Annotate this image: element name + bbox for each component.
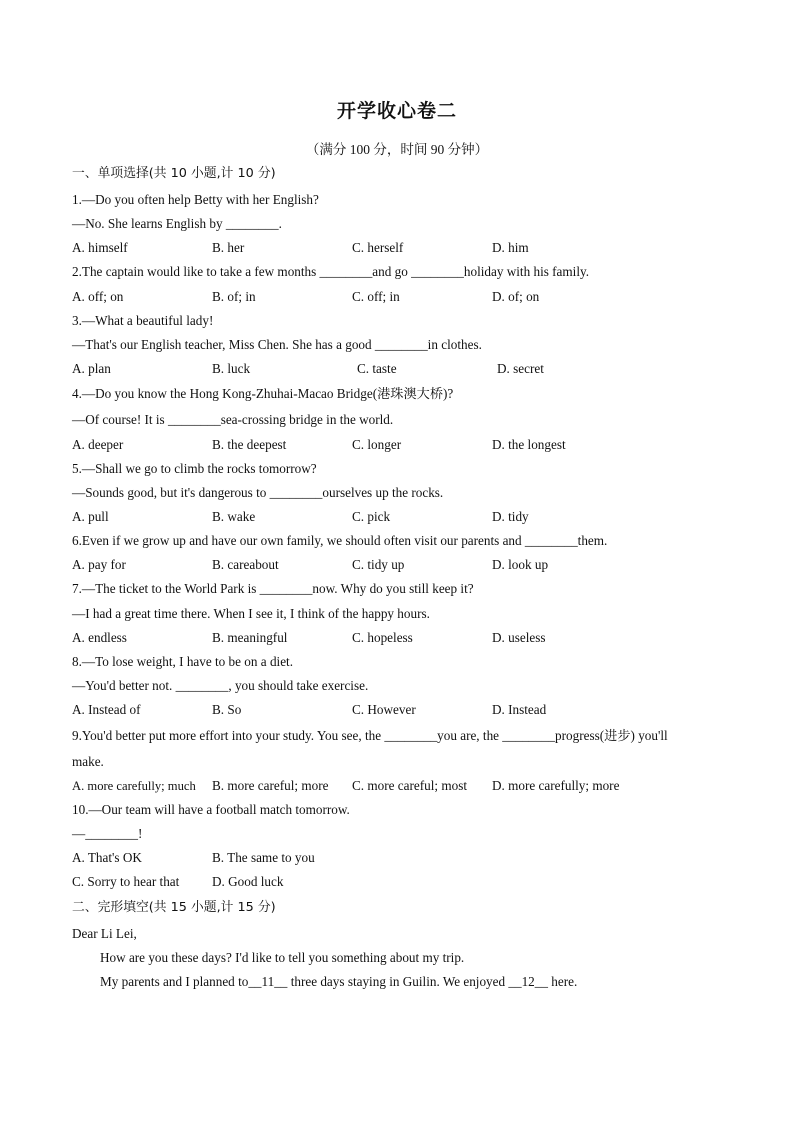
option-b: B. wake (212, 509, 256, 524)
options-row (72, 360, 772, 378)
section-heading: 二、完形填空(共 15 小题,计 15 分) (72, 900, 276, 915)
option-a: A. more carefully; much (72, 779, 196, 793)
question-text: —Sounds good, but it's dangerous to ________ourselves up the rocks. (72, 485, 444, 500)
paragraph: How are you these days? I'd like to tell you something about my trip. (100, 950, 465, 965)
options-row (72, 701, 772, 719)
question-text: 2.The captain would like to take a few months ________and go ________holiday with his family. (72, 264, 590, 279)
question-text: 9.You'd better put more effort into your study. You see, the ________you are, the ________progress(进步) you'll (72, 728, 668, 743)
question-text: 3.—What a beautiful lady! (72, 313, 214, 328)
question-text: 10.—Our team will have a football match tomorrow. (72, 802, 350, 817)
options-row (72, 777, 772, 795)
question-text: 7.—The ticket to the World Park is ________now. Why do you still keep it? (72, 581, 474, 596)
option-a: A. That's OK (72, 850, 142, 865)
option-c: C. taste (357, 361, 397, 376)
options-row (72, 849, 772, 867)
question-text: —________! (72, 826, 143, 841)
option-d: D. secret (497, 361, 544, 376)
option-b: B. of; in (212, 289, 256, 304)
option-d: D. useless (492, 630, 546, 645)
option-d: D. the longest (492, 437, 566, 452)
options-row (72, 239, 772, 257)
option-d: D. of; on (492, 289, 540, 304)
letter-greeting: Dear Li Lei, (72, 926, 137, 941)
option-c: C. pick (352, 509, 391, 524)
question-text: 5.—Shall we go to climb the rocks tomorrow? (72, 461, 317, 476)
options-row (72, 436, 772, 454)
option-b: B. So (212, 702, 242, 717)
options-row (72, 556, 772, 574)
option-b: B. The same to you (212, 850, 315, 865)
paragraph: My parents and I planned to__11__ three days staying in Guilin. We enjoyed __12__ here. (100, 974, 578, 989)
question-text: 1.—Do you often help Betty with her English? (72, 192, 319, 207)
option-d: D. Instead (492, 702, 547, 717)
option-a: A. himself (72, 240, 128, 255)
option-a: A. off; on (72, 289, 124, 304)
page-title: 开学收心卷二 (336, 100, 457, 122)
option-c: C. herself (352, 240, 404, 255)
option-c: C. Sorry to hear that (72, 874, 180, 889)
question-text: 4.—Do you know the Hong Kong-Zhuhai-Macao Bridge(港珠澳大桥)? (72, 386, 454, 401)
option-d: D. him (492, 240, 529, 255)
question-text: —Of course! It is ________sea-crossing bridge in the world. (72, 412, 394, 427)
option-b: B. her (212, 240, 245, 255)
option-a: A. pay for (72, 557, 126, 572)
question-text: make. (72, 754, 104, 769)
options-row (72, 629, 772, 647)
question-text: —That's our English teacher, Miss Chen. She has a good ________in clothes. (72, 337, 482, 352)
option-c: C. off; in (352, 289, 400, 304)
question-text: —You'd better not. ________, you should take exercise. (72, 678, 369, 693)
option-a: A. plan (72, 361, 111, 376)
option-d: D. more carefully; more (492, 778, 620, 793)
page-subtitle: （满分 100 分，时间 90 分钟） (305, 142, 489, 157)
option-d: D. look up (492, 557, 549, 572)
options-row (72, 873, 772, 891)
option-a: A. endless (72, 630, 127, 645)
option-c: C. more careful; most (352, 778, 467, 793)
option-c: C. tidy up (352, 557, 405, 572)
option-c: C. hopeless (352, 630, 413, 645)
option-b: B. luck (212, 361, 251, 376)
option-a: A. Instead of (72, 702, 141, 717)
section-heading: 一、单项选择(共 10 小题,计 10 分) (72, 166, 276, 181)
option-b: B. meaningful (212, 630, 288, 645)
option-b: B. the deepest (212, 437, 287, 452)
option-b: B. careabout (212, 557, 279, 572)
option-a: A. deeper (72, 437, 124, 452)
option-c: C. longer (352, 437, 402, 452)
question-text: 8.—To lose weight, I have to be on a diet. (72, 654, 294, 669)
option-d: D. tidy (492, 509, 529, 524)
option-a: A. pull (72, 509, 109, 524)
option-d: D. Good luck (212, 874, 284, 889)
question-text: —I had a great time there. When I see it, I think of the happy hours. (72, 606, 430, 621)
question-text: —No. She learns English by ________. (72, 216, 282, 231)
options-row (72, 508, 772, 526)
options-row (72, 288, 772, 306)
option-b: B. more careful; more (212, 778, 329, 793)
option-c: C. However (352, 702, 416, 717)
question-text: 6.Even if we grow up and have our own family, we should often visit our parents and ________them. (72, 533, 608, 548)
